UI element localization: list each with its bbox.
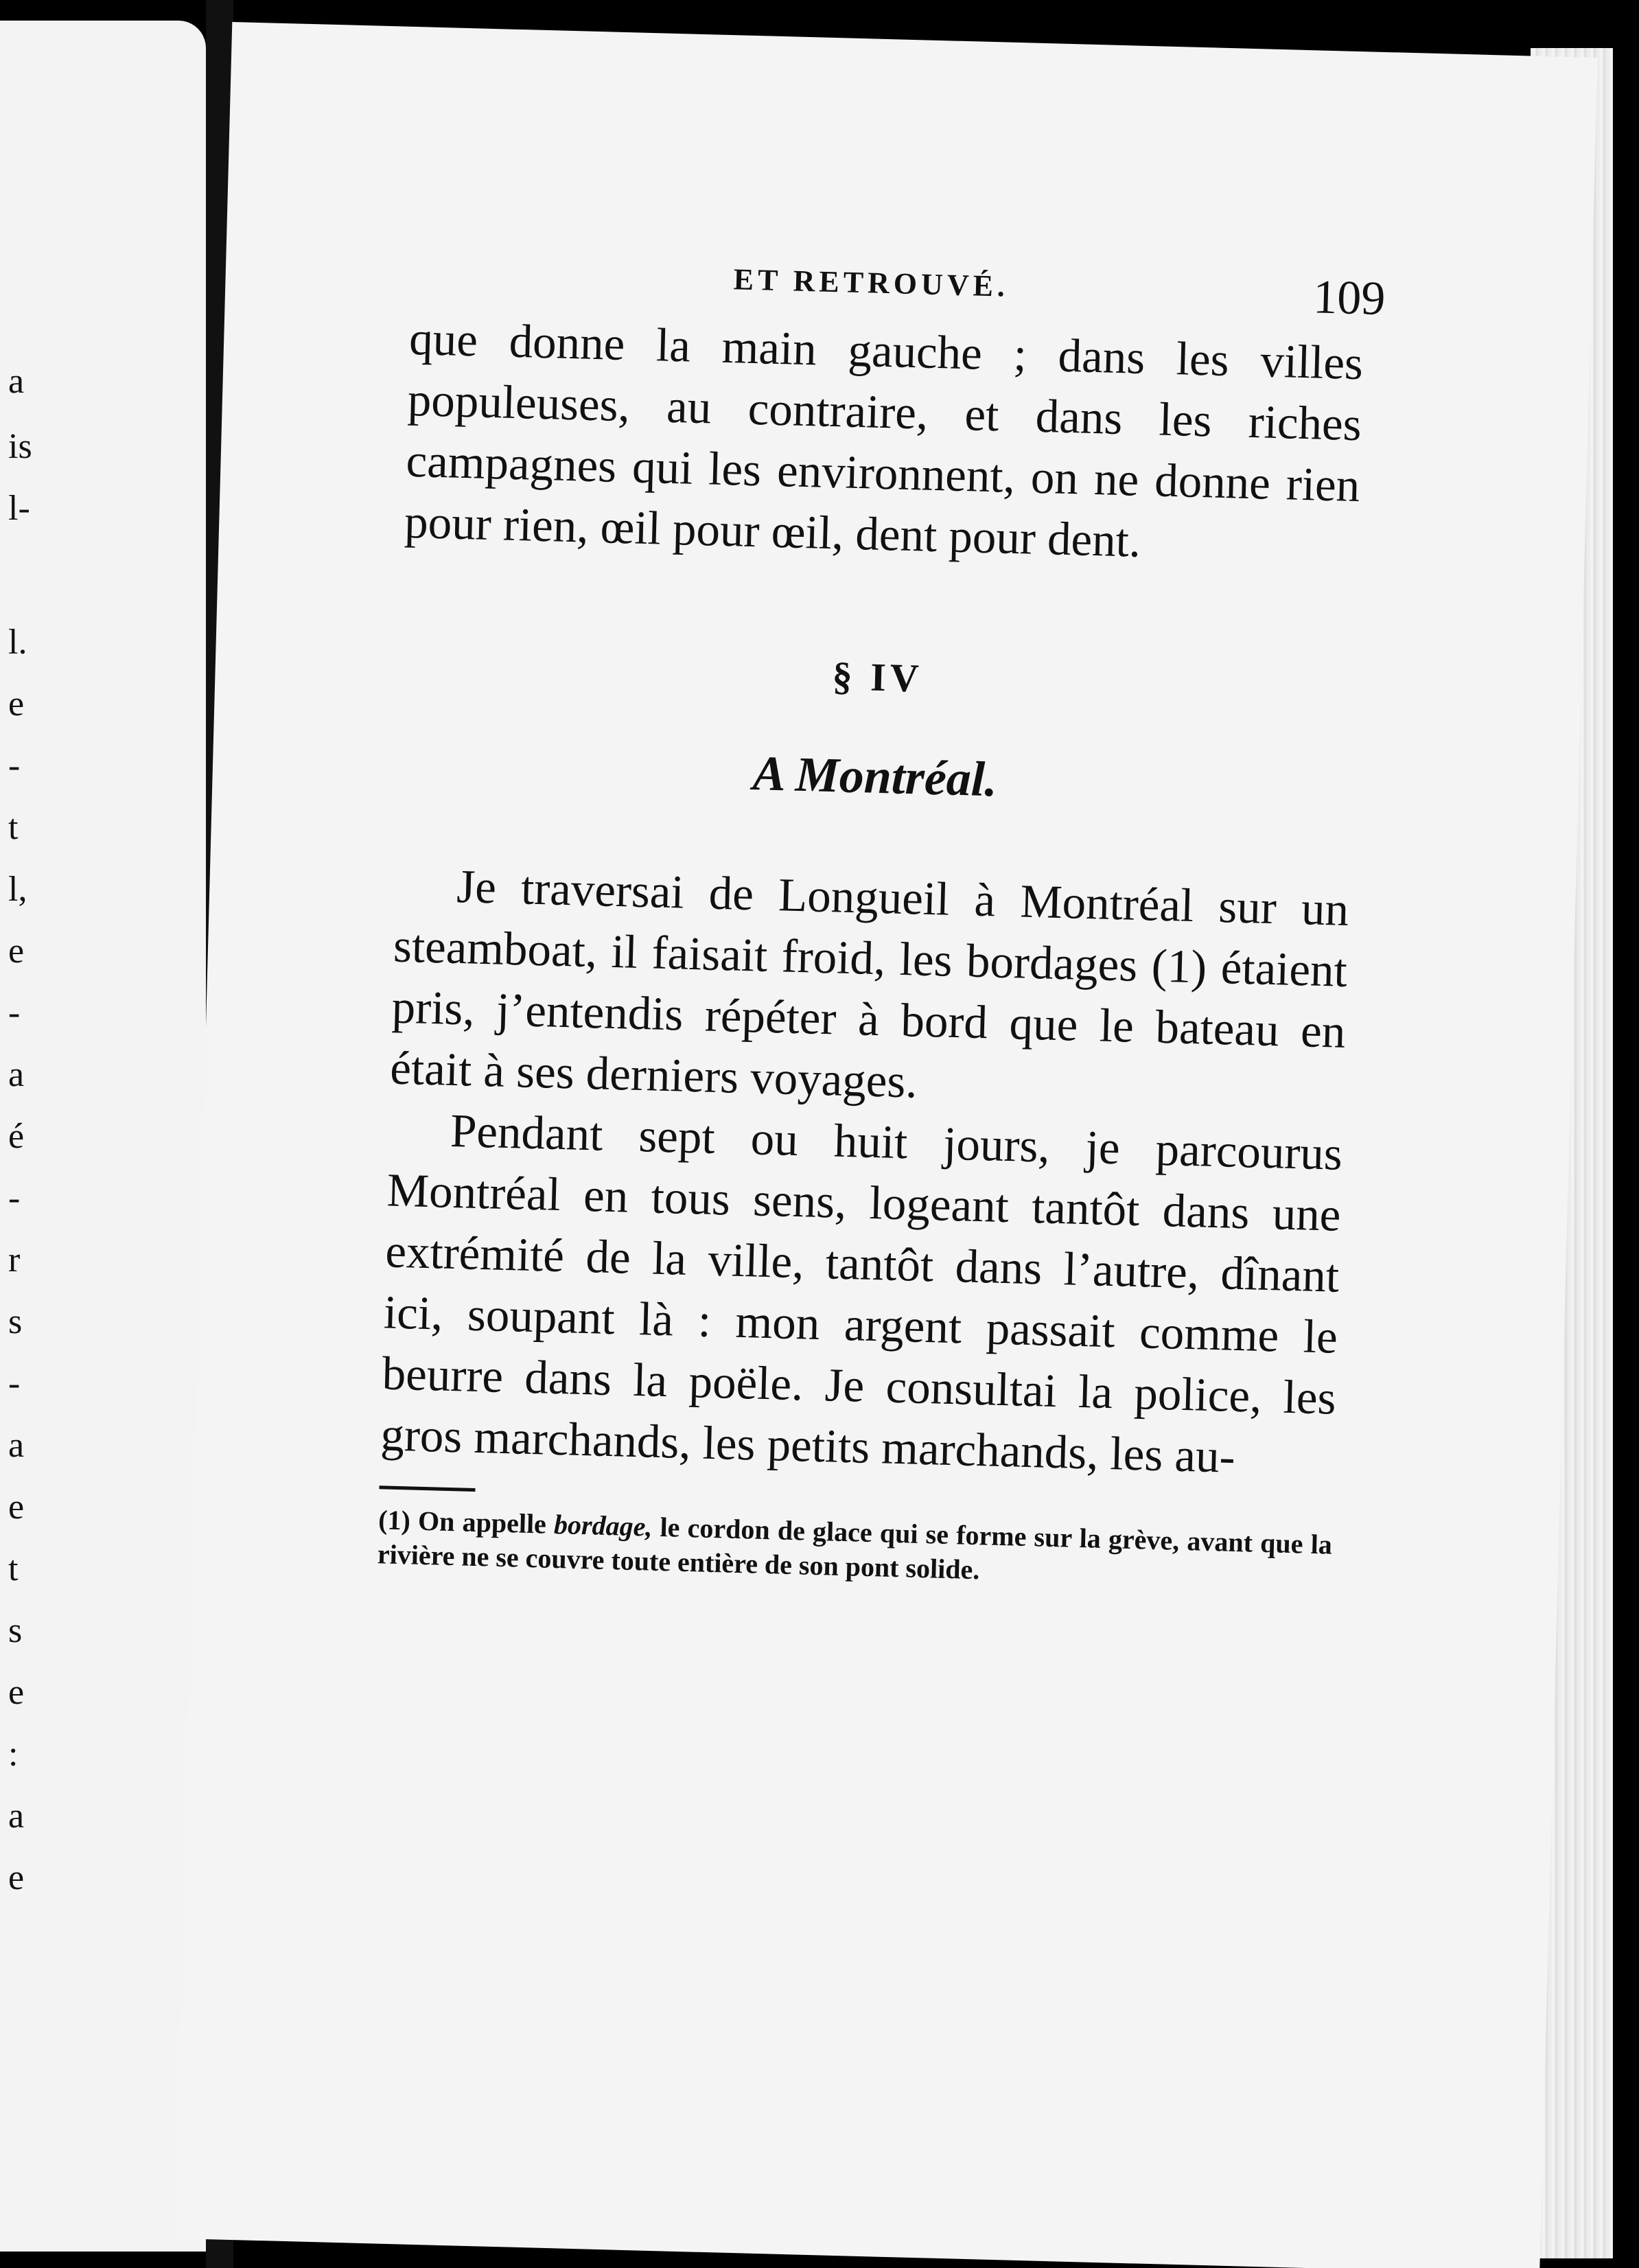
paragraph: Je traversai de Longueil à Montréal sur un steamboat, il faisait froid, les bordages (1) étaient pris, j’entendis répéter à bord que le bateau en était à ses derniers voyages. [389, 859, 1350, 1108]
left-edge-char: - [8, 746, 21, 785]
book-page [174, 22, 1598, 2268]
left-edge-char: l. [8, 623, 27, 662]
left-edge-char: s [8, 1302, 23, 1341]
running-head-title: ET RETROUVÉ. [733, 262, 1010, 303]
left-edge-char: : [8, 1735, 19, 1774]
left-edge-char: l- [8, 489, 30, 528]
left-edge-char: e [8, 1858, 25, 1897]
footnote [377, 1503, 1332, 1596]
left-edge-char: - [8, 1179, 21, 1218]
left-edge-char: a [8, 362, 25, 401]
left-edge-char: e [8, 1488, 25, 1527]
left-edge-char: t [8, 808, 19, 847]
left-edge-char: is [8, 427, 32, 466]
paragraph: Pendant sept ou huit jours, je parcourus Montréal en tous sens, logeant tantôt dans une extrémité de la ville, tantôt dans l’autre, dînant ici, soupant là : mon argent passait comme le beurre dans la poële. Je consultai la police, les gros marchands, les petits marchands, les au- [380, 1104, 1343, 1483]
footnote-marker: (1) On appelle [377, 1504, 547, 1540]
section-title: A Montréal. [752, 745, 998, 807]
footnote-text: le cordon de glace qui se forme sur la grève, avant que la rivière ne se couvre toute entière de son pont solide. [377, 1512, 1333, 1586]
footnote-term: bordage, [553, 1508, 653, 1542]
left-edge-char: - [8, 993, 21, 1032]
left-edge-char: e [8, 1673, 25, 1712]
page-number: 109 [1312, 270, 1386, 326]
opening-paragraph: que donne la main gauche ; dans les villes populeuses, au contraire, et dans les riches campagnes qui les environnent, on ne donne rien pour rien, œil pour œil, dent pour dent. [404, 312, 1364, 567]
left-edge-char: a [8, 1055, 25, 1094]
left-edge-char: r [8, 1240, 21, 1280]
left-edge-char: a [8, 1426, 25, 1465]
left-edge-char: é [8, 1117, 25, 1156]
page-content [377, 246, 1386, 1597]
left-edge-char: - [8, 1364, 21, 1403]
left-facing-page [0, 21, 206, 2252]
left-edge-char: a [8, 1796, 25, 1836]
left-edge-char: t [8, 1549, 19, 1588]
footnote-rule [379, 1485, 475, 1492]
left-edge-char: e [8, 931, 25, 971]
left-edge-char: e [8, 684, 25, 724]
left-edge-char: l, [8, 870, 27, 909]
left-edge-char: s [8, 1611, 23, 1650]
section-number: § IV [831, 653, 924, 701]
